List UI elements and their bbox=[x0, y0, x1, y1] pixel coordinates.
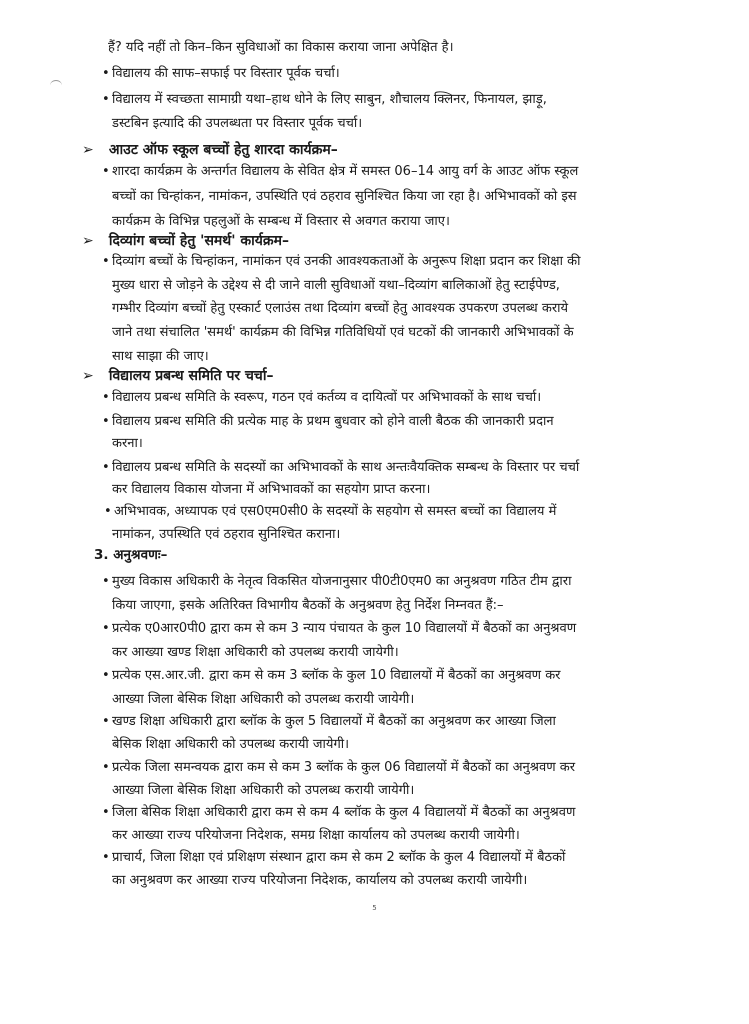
paragraph-line: हैं? यदि नहीं तो किन–किन सुविधाओं का विकास कराया जाना अपेक्षित है। bbox=[108, 40, 454, 55]
list-item bbox=[102, 846, 712, 870]
list-item-text: प्रत्येक ए0आर0पी0 द्वारा कम से कम 3 न्याय पंचायत के कुल 10 विद्यालयों में बैठकों का अनुश्रवण bbox=[112, 621, 577, 636]
list-item-text: प्राचार्य, जिला शिक्षा एवं प्रशिक्षण संस्थान द्वारा कम से कम 2 ब्लॉक के कुल 4 विद्यालयों में बैठकों bbox=[112, 850, 566, 865]
list-item-continuation: करना। bbox=[112, 436, 143, 451]
list-item-continuation: किया जाएगा, इसके अतिरिक्त विभागीय बैठकों के अनुश्रवण हेतु निर्देश निम्नवत हैं:– bbox=[112, 598, 504, 613]
bullet-icon: • bbox=[102, 390, 110, 405]
bullet-icon: • bbox=[104, 504, 112, 519]
list-item bbox=[102, 386, 712, 410]
list-item-text: मुख्य विकास अधिकारी के नेतृत्व विकसित योजनानुसार पी0टी0एम0 का अनुश्रवण गठित टीम द्वारा bbox=[112, 574, 572, 589]
bullet-icon: • bbox=[102, 164, 110, 179]
bullet-icon: • bbox=[102, 574, 110, 589]
bullet-icon: • bbox=[102, 805, 110, 820]
bullet-icon: • bbox=[102, 668, 110, 683]
list-item-continuation: कार्यक्रम के विभिन्न पहलुओं के सम्बन्ध में विस्तार से अवगत कराया जाए। bbox=[112, 214, 450, 229]
section-heading-text: विद्यालय प्रबन्ध समिति पर चर्चा– bbox=[108, 368, 274, 384]
bullet-icon: • bbox=[102, 66, 110, 81]
list-item-text: विद्यालय प्रबन्ध समिति की प्रत्येक माह के प्रथम बुधवार को होने वाली बैठक की जानकारी प्रदान bbox=[112, 414, 554, 429]
list-item bbox=[104, 500, 712, 524]
list-item bbox=[102, 88, 712, 112]
list-item-continuation: मुख्य धारा से जोड़ने के उद्देश्य से दी जाने वाली सुविधाओं यथा–दिव्यांग बालिकाओं हेतु स्टाईपेण्ड, bbox=[112, 278, 560, 293]
list-item-continuation: गम्भीर दिव्यांग बच्चों हेतु एस्कार्ट एलाउंस तथा दिव्यांग बच्चों हेतु आवश्यक उपकरण उपलब्ध कराये bbox=[112, 301, 569, 316]
bullet-icon: • bbox=[102, 92, 110, 107]
list-item bbox=[102, 160, 712, 184]
list-item bbox=[102, 250, 712, 274]
list-item-continuation: आख्या जिला बेसिक शिक्षा अधिकारी को उपलब्ध करायी जायेगी। bbox=[112, 692, 415, 707]
list-item-text: जिला बेसिक शिक्षा अधिकारी द्वारा कम से कम 4 ब्लॉक के कुल 4 विद्यालयों में बैठकों का अनुश्रवण bbox=[112, 805, 576, 820]
list-item bbox=[102, 756, 712, 780]
list-item-text: प्रत्येक जिला समन्वयक द्वारा कम से कम 3 ब्लॉक के कुल 06 विद्यालयों में बैठकों का अनुश्रवण कर bbox=[112, 760, 576, 775]
bullet-icon: • bbox=[102, 254, 110, 269]
list-item-text: शारदा कार्यक्रम के अन्तर्गत विद्यालय के सेवित क्षेत्र में समस्त 06–14 आयु वर्ग के आउट ऑफ स्कूल bbox=[112, 164, 579, 179]
section-heading-text: दिव्यांग बच्चों हेतु 'समर्थ' कार्यक्रम– bbox=[108, 233, 290, 249]
section-heading-text: आउट ऑफ स्कूल बच्चों हेतु शारदा कार्यक्रम– bbox=[108, 142, 338, 158]
list-item-continuation: बेसिक शिक्षा अधिकारी को उपलब्ध करायी जायेगी। bbox=[112, 737, 350, 752]
page-number: 5 bbox=[372, 904, 377, 912]
section-heading bbox=[82, 138, 338, 162]
list-item-continuation: कर आख्या राज्य परियोजना निदेशक, समग्र शिक्षा कार्यालय को उपलब्ध करायी जायेगी। bbox=[112, 828, 520, 843]
list-item-continuation: आख्या जिला बेसिक शिक्षा अधिकारी को उपलब्ध करायी जायेगी। bbox=[112, 783, 415, 798]
bullet-icon: • bbox=[102, 621, 110, 636]
list-item-text: विद्यालय प्रबन्ध समिति के स्वरूप, गठन एवं कर्तव्य व दायित्वों पर अभिभावकों के साथ चर्चा। bbox=[112, 390, 542, 405]
arrow-bullet-icon: ➢ bbox=[82, 233, 94, 249]
list-item bbox=[102, 456, 712, 480]
bullet-icon: • bbox=[102, 414, 110, 429]
arrow-bullet-icon: ➢ bbox=[82, 142, 94, 158]
list-item-continuation: कर विद्यालय विकास योजना में अभिभावकों का सहयोग प्राप्त करना। bbox=[112, 482, 431, 497]
section-subheading: 3. अनुश्रवणः– bbox=[94, 547, 168, 563]
bullet-icon: • bbox=[102, 850, 110, 865]
list-item-text: विद्यालय प्रबन्ध समिति के सदस्यों का अभिभावकों के साथ अन्तःवैयक्तिक सम्बन्ध के विस्तार पर चर्चा bbox=[112, 460, 580, 475]
bullet-icon: • bbox=[102, 460, 110, 475]
list-item bbox=[102, 801, 712, 825]
list-item-continuation: का अनुश्रवण कर आख्या राज्य परियोजना निदेशक, कार्यालय को उपलब्ध करायी जायेगी। bbox=[112, 873, 528, 888]
list-item-text: विद्यालय में स्वच्छता सामाग्री यथा–हाथ धोने के लिए साबुन, शौचालय क्लिनर, फिनायल, झाड़ू, bbox=[112, 92, 547, 107]
list-item-continuation: बच्चों का चिन्हांकन, नामांकन, उपस्थिति एवं ठहराव सुनिश्चित किया जा रहा है। अभिभावकों को इस bbox=[112, 189, 577, 204]
list-item bbox=[102, 710, 712, 734]
list-item-continuation: डस्टबिन इत्यादि की उपलब्धता पर विस्तार पूर्वक चर्चा। bbox=[112, 116, 363, 131]
list-item-text: प्रत्येक एस.आर.जी. द्वारा कम से कम 3 ब्लॉक के कुल 10 विद्यालयों में बैठकों का अनुश्रवण कर bbox=[112, 668, 561, 683]
section-heading bbox=[82, 364, 273, 388]
list-item-text: अभिभावक, अध्यापक एवं एस0एम0सी0 के सदस्यों के सहयोग से समस्त बच्चों का विद्यालय में bbox=[114, 504, 557, 519]
list-item bbox=[102, 617, 712, 641]
bullet-icon: • bbox=[102, 714, 110, 729]
list-item-text: दिव्यांग बच्चों के चिन्हांकन, नामांकन एवं उनकी आवश्यकताओं के अनुरूप शिक्षा प्रदान कर शिक्षा की bbox=[112, 254, 581, 269]
pen-mark bbox=[50, 80, 62, 91]
list-item-continuation: नामांकन, उपस्थिति एवं ठहराव सुनिश्चित कराना। bbox=[112, 527, 341, 542]
list-item-continuation: साथ साझा की जाए। bbox=[112, 349, 209, 364]
list-item-continuation: कर आख्या खण्ड शिक्षा अधिकारी को उपलब्ध करायी जायेगी। bbox=[112, 645, 399, 660]
list-item bbox=[102, 570, 712, 594]
list-item bbox=[102, 664, 712, 688]
list-item bbox=[102, 410, 712, 434]
list-item-continuation: जाने तथा संचालित 'समर्थ' कार्यक्रम की विभिन्न गतिविधियों एवं घटकों की जानकारी अभिभावकों के bbox=[112, 325, 574, 340]
list-item bbox=[102, 62, 732, 86]
list-item-text: विद्यालय की साफ–सफाई पर विस्तार पूर्वक चर्चा। bbox=[112, 66, 340, 81]
list-item-text: खण्ड शिक्षा अधिकारी द्वारा ब्लॉक के कुल 5 विद्यालयों में बैठकों का अनुश्रवण कर आख्या जिला bbox=[112, 714, 556, 729]
arrow-bullet-icon: ➢ bbox=[82, 368, 94, 384]
bullet-icon: • bbox=[102, 760, 110, 775]
